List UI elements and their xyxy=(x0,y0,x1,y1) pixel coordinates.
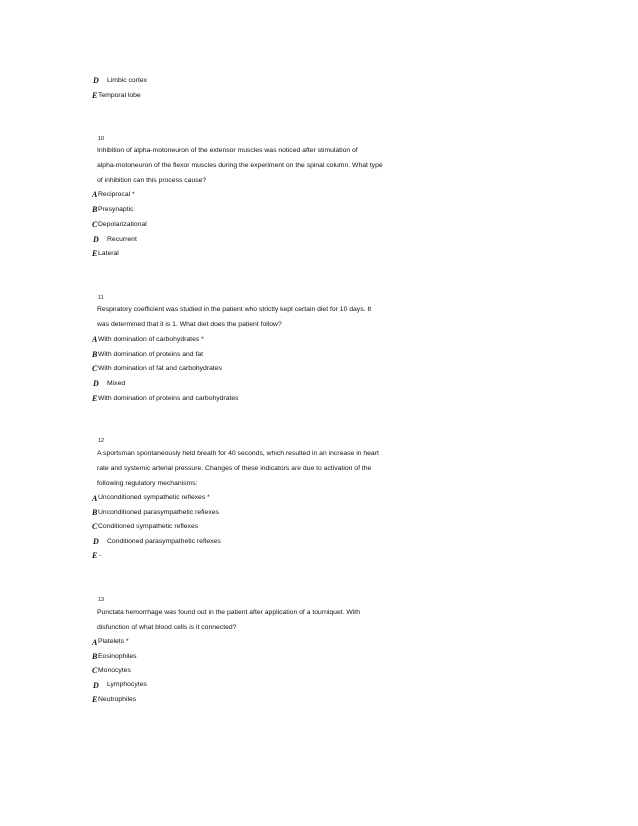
option-text: With domination of proteins and carbohydrates xyxy=(98,395,239,402)
option-text: Reciprocal * xyxy=(98,191,135,198)
question-text: rate and systemic arterial pressure. Changes of these indicators are due to activation of the xyxy=(97,465,372,472)
question-text: alpha-motoneuron of the flexor muscles during the experiment on the spinal column. What type xyxy=(97,162,383,169)
option-letter: A xyxy=(92,638,98,647)
option-letter: C xyxy=(92,522,98,531)
option-letter: B xyxy=(92,350,98,359)
option-text: Presynaptic xyxy=(98,206,134,213)
option-text: Lateral xyxy=(98,250,119,257)
option-text: - xyxy=(99,552,102,559)
option-letter: B xyxy=(92,508,98,517)
option-text: Unconditioned parasympathetic reflexes xyxy=(98,509,219,516)
option-letter: C xyxy=(92,220,98,229)
option-letter: D xyxy=(93,681,99,690)
option-letter: D xyxy=(93,379,99,388)
option-text: With domination of proteins and fat xyxy=(98,351,204,358)
option-text: Limbic cortex xyxy=(107,77,148,84)
question-number: 10 xyxy=(98,136,105,142)
option-text: Conditioned parasympathetic reflexes xyxy=(107,538,221,545)
option-letter: A xyxy=(92,190,98,199)
option-letter: A xyxy=(92,494,98,503)
question-text: Respiratory coefficient was studied in the patient who strictly kept certain diet for 10 days. It xyxy=(97,306,372,313)
option-text: Eosinophiles xyxy=(98,653,137,660)
option-letter: C xyxy=(92,666,98,675)
option-text: Monocytes xyxy=(98,667,131,674)
question-text: of inhibition can this process cause? xyxy=(97,177,207,184)
option-letter: E xyxy=(92,249,98,258)
option-letter: D xyxy=(93,76,99,85)
option-letter: D xyxy=(93,235,99,244)
option-text: Unconditioned sympathetic reflexes * xyxy=(98,494,210,501)
option-letter: B xyxy=(92,652,98,661)
option-text: Neutrophiles xyxy=(98,696,137,703)
option-letter: C xyxy=(92,364,98,373)
option-text: Conditioned sympathetic reflexes xyxy=(98,523,199,530)
option-letter: D xyxy=(93,537,99,546)
option-letter: B xyxy=(92,205,98,214)
question-number: 11 xyxy=(98,295,104,301)
option-text: With domination of fat and carbohydrates xyxy=(98,365,222,372)
question-text: A sportsman spontaneously held breath for 40 seconds, which resulted in an increase in heart xyxy=(97,450,379,457)
option-letter: E xyxy=(92,394,98,403)
option-text: Platelets * xyxy=(98,638,129,645)
option-text: Mixed xyxy=(107,380,126,387)
question-text: was determined that it is 1. What diet does the patient follow? xyxy=(97,321,282,328)
option-letter: E xyxy=(92,695,98,704)
option-text: Temporal lobe xyxy=(98,92,141,99)
option-letter: E xyxy=(92,551,98,560)
option-letter: E xyxy=(92,91,98,100)
option-text: With domination of carbohydrates * xyxy=(98,336,204,343)
option-text: Depolarizational xyxy=(98,221,147,228)
question-text: Inhibition of alpha-motoneuron of the extensor muscles was noticed after stimulation of xyxy=(97,147,358,154)
question-text: Punctata hemorrhage was found out in the patient after application of a tourniquet. With xyxy=(97,609,360,616)
option-text: Recurrent xyxy=(107,236,137,243)
option-letter: A xyxy=(92,335,98,344)
option-text: Lymphocytes xyxy=(107,681,147,688)
question-text: following regulatory mechanisms: xyxy=(97,480,198,487)
question-number: 12 xyxy=(98,438,105,444)
question-number: 13 xyxy=(98,597,105,603)
question-text: disfunction of what blood cells is it connected? xyxy=(97,624,237,631)
